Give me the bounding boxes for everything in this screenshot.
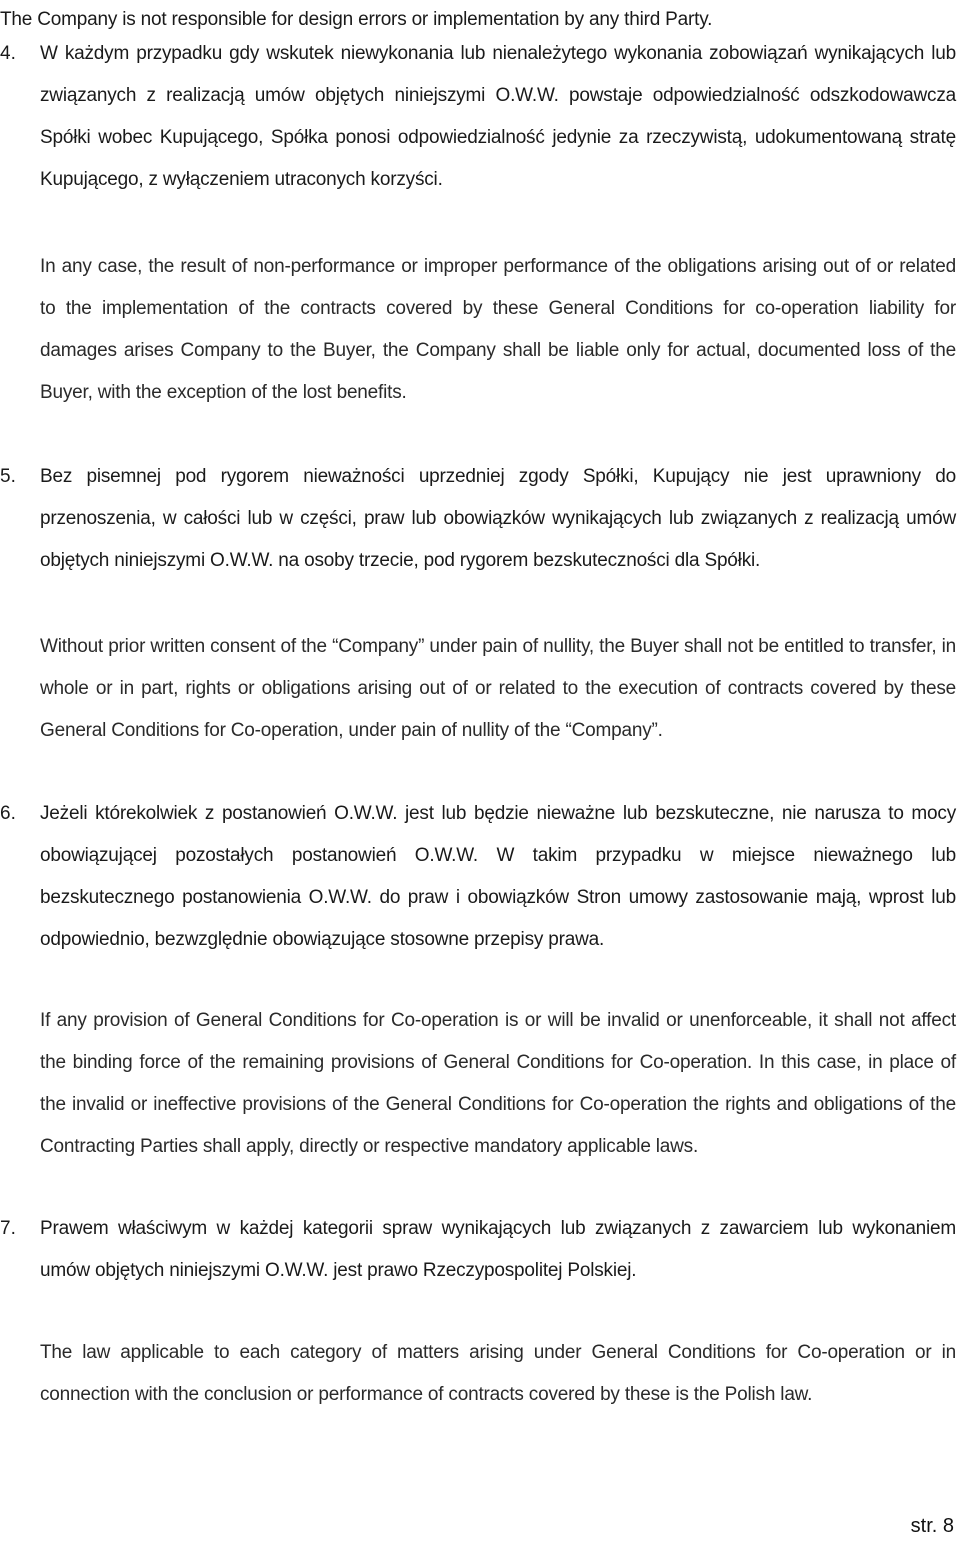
section-4-pl <box>0 33 956 201</box>
section-number: 6. <box>0 803 16 824</box>
section-6-pl <box>0 793 956 961</box>
section-number: 7. <box>0 1218 16 1239</box>
section-6-en: If any provision of General Conditions for Co-operation is or will be invalid or unenforceable, it shall not affect the binding force of the remaining provisions of General Conditions for Co-operation. In this case, in place of the invalid or ineffective provisions of the General Conditions for Co-operation the rights and obligations of the Contracting Parties shall apply, directly or respective mandatory applicable laws. <box>40 1010 956 1157</box>
section-text-pl: Bez pisemnej pod rygorem nieważności uprzedniej zgody Spółki, Kupujący nie jest uprawniony do przenoszenia, w całości lub w części, praw lub obowiązków wynikających lub związanych z realizacją umów objętych niniejszymi O.W.W. na osoby trzecie, pod rygorem bezskuteczności dla Spółki. <box>40 466 956 571</box>
continuation-line: The Company is not responsible for design errors or implementation by any third Party. <box>0 9 713 30</box>
section-5-pl <box>0 456 956 582</box>
section-number: 5. <box>0 466 16 487</box>
section-5-en: Without prior written consent of the “Company” under pain of nullity, the Buyer shall not be entitled to transfer, in whole or in part, rights or obligations arising out of or related to the execution of contracts covered by these General Conditions for Co-operation, under pain of nullity of the “Company”. <box>40 636 956 741</box>
section-text-pl: Prawem właściwym w każdej kategorii spraw wynikających lub związanych z zawarciem lub wykonaniem umów objętych niniejszymi O.W.W. jest prawo Rzeczypospolitej Polskiej. <box>40 1218 956 1281</box>
section-text-pl: Jeżeli którekolwiek z postanowień O.W.W. jest lub będzie nieważne lub bezskuteczne, nie narusza to mocy obowiązującej pozostałych postanowień O.W.W. W takim przypadku w miejsce nieważnego lub bezskutecznego postanowienia O.W.W. do praw i obowiązków Stron umowy zastosowanie mają, wprost lub odpowiednio, bezwzględnie obowiązujące stosowne przepisy prawa. <box>40 803 956 950</box>
section-7-en: The law applicable to each category of matters arising under General Conditions for Co-operation or in connection with the conclusion or performance of contracts covered by these is the Polish law. <box>40 1342 956 1405</box>
section-number: 4. <box>0 43 16 64</box>
section-text-pl: W każdym przypadku gdy wskutek niewykonania lub nienależytego wykonania zobowiązań wynikających lub związanych z realizacją umów objętych niniejszymi O.W.W. powstaje odpowiedzialność odszkodowawcza Spółki wobec Kupującego, Spółka ponosi odpowiedzialność jedynie za rzeczywistą, udokumentowaną stratę Kupującego, z wyłączeniem utraconych korzyści. <box>40 43 956 190</box>
section-7-pl <box>0 1208 956 1292</box>
page-number: str. 8 <box>910 1515 954 1537</box>
section-4-en: In any case, the result of non-performance or improper performance of the obligations arising out of or related to the implementation of the contracts covered by these General Conditions for co-operation liability for damages arises Company to the Buyer, the Company shall be liable only for actual, documented loss of the Buyer, with the exception of the lost benefits. <box>40 256 956 403</box>
